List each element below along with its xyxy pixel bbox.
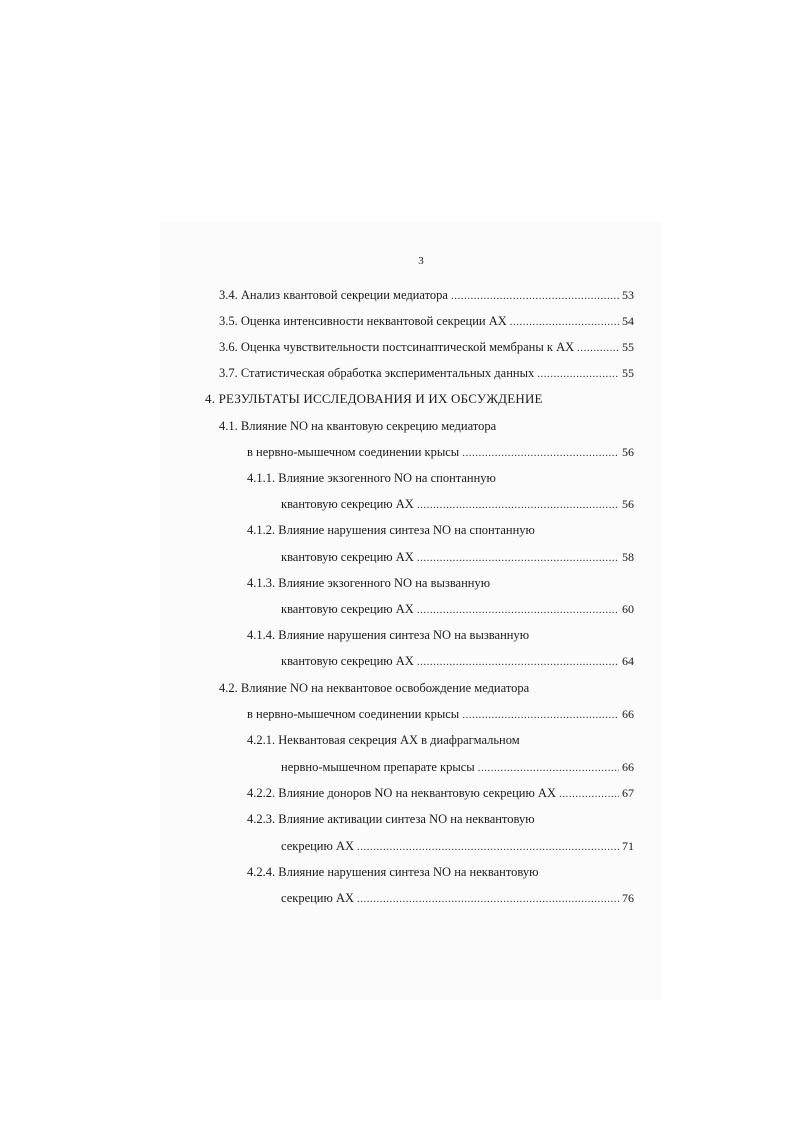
toc-entry-title: нервно-мышечном препарате крысы	[281, 760, 475, 774]
toc-entry-title: в нервно-мышечном соединении крысы	[247, 445, 460, 459]
toc-dot-leader	[478, 760, 619, 776]
toc-entry-page: 71	[622, 839, 634, 853]
toc-dot-leader	[577, 340, 619, 356]
toc-entry	[281, 890, 634, 906]
toc-entry-title: 4.2. Влияние NO на неквантовое освобождение медиатора	[219, 681, 530, 695]
toc-entry	[247, 444, 634, 460]
toc-entry-page: 64	[622, 654, 634, 668]
toc-dot-leader	[559, 786, 619, 802]
toc-entry	[247, 785, 634, 801]
toc-entry-page: 56	[622, 445, 634, 459]
toc-entry-title: в нервно-мышечном соединении крысы	[247, 707, 460, 721]
toc-entry	[247, 706, 634, 722]
toc-entry	[219, 418, 496, 434]
toc-entry-title: квантовую секрецию АХ	[281, 497, 414, 511]
toc-entry	[281, 601, 634, 617]
toc-entry	[247, 522, 535, 538]
toc-entry	[247, 732, 520, 748]
toc-entry	[281, 549, 634, 565]
toc-entry	[219, 287, 634, 303]
toc-entry-title: квантовую секрецию АХ	[281, 654, 414, 668]
toc-entry-page: 67	[622, 786, 634, 800]
toc-entry	[247, 575, 490, 591]
toc-entry	[219, 680, 529, 696]
toc-entry-page: 53	[622, 288, 634, 302]
toc-entry-page: 55	[622, 340, 634, 354]
toc-entry-title: 4.2.1. Неквантовая секреция АХ в диафрагмальном	[247, 733, 520, 747]
toc-entry-title: 3.7. Статистическая обработка экспериментальных данных	[219, 366, 535, 380]
toc-entry	[219, 339, 634, 355]
toc-entry	[281, 759, 634, 775]
toc-entry	[219, 365, 634, 381]
toc-entry	[247, 470, 496, 486]
toc-dot-leader	[451, 288, 619, 304]
toc-dot-leader	[357, 891, 619, 907]
page-number: 3	[418, 255, 424, 267]
toc-dot-leader	[417, 602, 619, 618]
toc-entry	[247, 627, 529, 643]
toc-entry	[281, 838, 634, 854]
toc-entry-title: секрецию АХ	[281, 839, 355, 853]
toc-entry-title: 4.2.3. Влияние активации синтеза NO на неквантовую	[247, 812, 535, 826]
toc-entry-title: секрецию АХ	[281, 891, 355, 905]
toc-entry	[205, 391, 543, 407]
toc-entry-page: 76	[622, 891, 634, 905]
toc-dot-leader	[417, 550, 619, 566]
toc-entry-title: 4. РЕЗУЛЬТАТЫ ИССЛЕДОВАНИЯ И ИХ ОБСУЖДЕНИЕ	[205, 391, 543, 406]
toc-dot-leader	[357, 839, 619, 855]
toc-entry-page: 66	[622, 707, 634, 721]
toc-entry-page: 56	[622, 497, 634, 511]
toc-entry-page: 58	[622, 550, 634, 564]
toc-entry	[247, 864, 538, 880]
toc-entry-title: 4.2.4. Влияние нарушения синтеза NO на неквантовую	[247, 865, 539, 879]
toc-dot-leader	[417, 497, 619, 513]
toc-entry-page: 55	[622, 366, 634, 380]
toc-entry	[247, 811, 535, 827]
toc-entry-title: 4.1.2. Влияние нарушения синтеза NO на спонтанную	[247, 523, 535, 537]
toc-entry	[219, 313, 634, 329]
toc-entry-title: 4.1.4. Влияние нарушения синтеза NO на вызванную	[247, 628, 530, 642]
toc-dot-leader	[462, 707, 619, 723]
toc-dot-leader	[537, 366, 619, 382]
toc-entry	[281, 496, 634, 512]
toc-entry-title: 3.5. Оценка интенсивности неквантовой секреции АХ	[219, 314, 507, 328]
toc-entry	[281, 653, 634, 669]
toc-dot-leader	[510, 314, 619, 330]
toc-entry-title: 4.1.3. Влияние экзогенного NO на вызванную	[247, 576, 491, 590]
toc-entry-title: 3.4. Анализ квантовой секреции медиатора	[219, 288, 448, 302]
toc-entry-title: 4.1. Влияние NO на квантовую секрецию медиатора	[219, 419, 497, 433]
toc-entry-page: 66	[622, 760, 634, 774]
toc-entry-page: 60	[622, 602, 634, 616]
toc-dot-leader	[462, 445, 619, 461]
toc-entry-title: 4.1.1. Влияние экзогенного NO на спонтанную	[247, 471, 496, 485]
toc-entry-page: 54	[622, 314, 634, 328]
toc-dot-leader	[417, 654, 619, 670]
toc-entry-title: квантовую секрецию АХ	[281, 550, 414, 564]
toc-entry-title: квантовую секрецию АХ	[281, 602, 414, 616]
toc-entry-title: 4.2.2. Влияние доноров NO на неквантовую секрецию АХ	[247, 786, 556, 800]
toc-entry-title: 3.6. Оценка чувствительности постсинаптической мембраны к АХ	[219, 340, 575, 354]
